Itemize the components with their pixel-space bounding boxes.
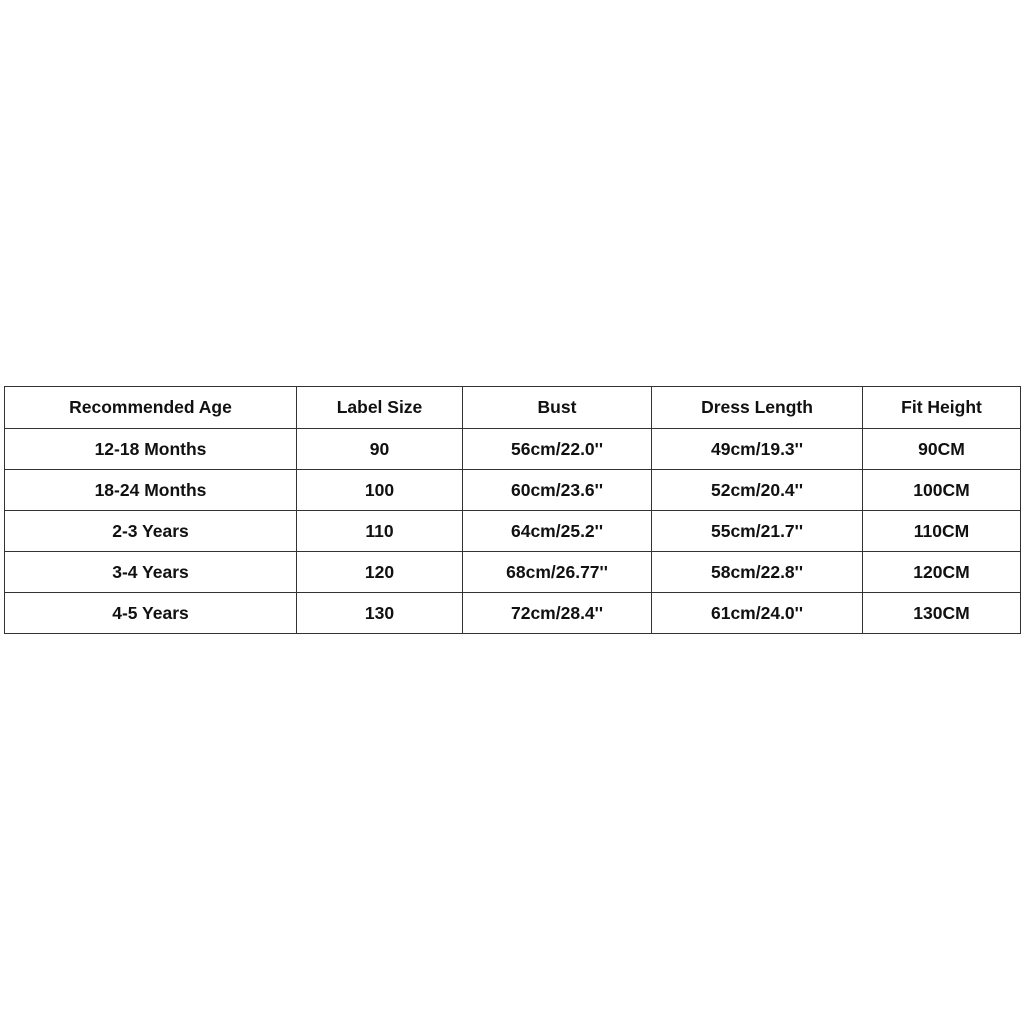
table-row: [5, 511, 1021, 552]
cell-label-size: 130: [297, 593, 463, 634]
cell-dress-length: 49cm/19.3'': [652, 429, 863, 470]
cell-bust: 68cm/26.77'': [463, 552, 652, 593]
cell-fit-height: 100CM: [863, 470, 1021, 511]
table-row: [5, 593, 1021, 634]
header-dress-length: Dress Length: [652, 387, 863, 429]
cell-label-size: 110: [297, 511, 463, 552]
cell-label-size: 90: [297, 429, 463, 470]
cell-recommended-age: 3-4 Years: [5, 552, 297, 593]
table-header-row: [5, 387, 1021, 429]
header-bust: Bust: [463, 387, 652, 429]
cell-fit-height: 130CM: [863, 593, 1021, 634]
cell-bust: 56cm/22.0'': [463, 429, 652, 470]
cell-fit-height: 120CM: [863, 552, 1021, 593]
cell-fit-height: 110CM: [863, 511, 1021, 552]
cell-recommended-age: 2-3 Years: [5, 511, 297, 552]
cell-dress-length: 55cm/21.7'': [652, 511, 863, 552]
header-recommended-age: Recommended Age: [5, 387, 297, 429]
cell-dress-length: 52cm/20.4'': [652, 470, 863, 511]
cell-recommended-age: 18-24 Months: [5, 470, 297, 511]
cell-label-size: 100: [297, 470, 463, 511]
cell-bust: 72cm/28.4'': [463, 593, 652, 634]
cell-dress-length: 58cm/22.8'': [652, 552, 863, 593]
cell-bust: 64cm/25.2'': [463, 511, 652, 552]
cell-fit-height: 90CM: [863, 429, 1021, 470]
cell-dress-length: 61cm/24.0'': [652, 593, 863, 634]
header-fit-height: Fit Height: [863, 387, 1021, 429]
cell-label-size: 120: [297, 552, 463, 593]
cell-bust: 60cm/23.6'': [463, 470, 652, 511]
header-label-size: Label Size: [297, 387, 463, 429]
table-row: [5, 470, 1021, 511]
cell-recommended-age: 4-5 Years: [5, 593, 297, 634]
table-row: [5, 552, 1021, 593]
cell-recommended-age: 12-18 Months: [5, 429, 297, 470]
table-row: [5, 429, 1021, 470]
size-chart-table: [4, 386, 1021, 634]
